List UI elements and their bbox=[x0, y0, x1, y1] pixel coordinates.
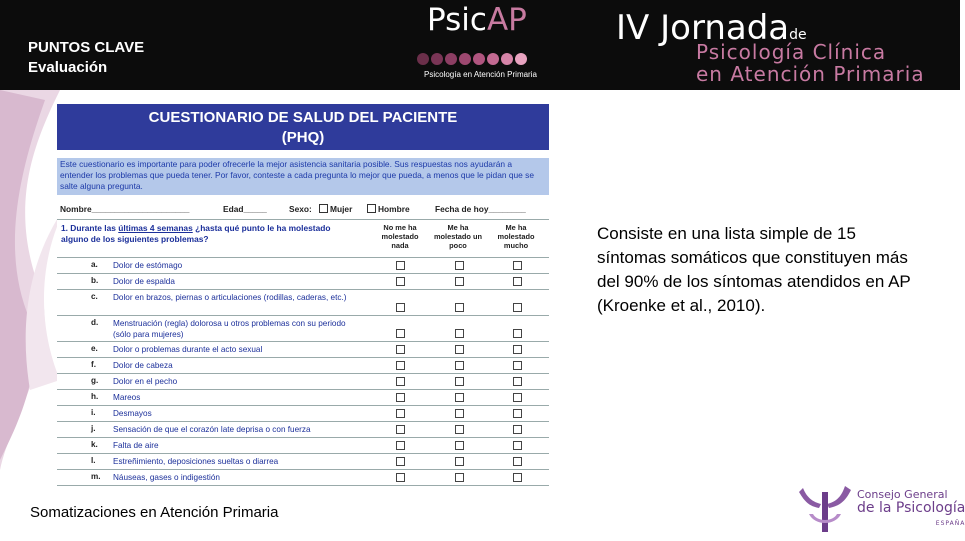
symptom-text: Náuseas, gases o indigestión bbox=[113, 473, 220, 482]
footer-text: Somatizaciones en Atención Primaria bbox=[30, 504, 279, 521]
answer-checkbox-icon bbox=[455, 473, 464, 482]
phq-fields bbox=[57, 195, 549, 219]
column-header-none: No me ha molestado nada bbox=[381, 223, 419, 250]
consejo-line3: ESPAÑA bbox=[935, 520, 965, 527]
jornada-line3: en Atención Primaria bbox=[696, 62, 925, 86]
phq-questionnaire-image bbox=[57, 104, 549, 500]
psicap-dot bbox=[487, 53, 499, 65]
symptom-row bbox=[57, 438, 549, 454]
jornada-line2: Psicología Clínica bbox=[696, 40, 887, 64]
answer-checkbox-icon bbox=[513, 409, 522, 418]
psicap-dot bbox=[431, 53, 443, 65]
section-label bbox=[28, 38, 144, 78]
symptom-text: Dolor en el pecho bbox=[113, 377, 178, 386]
symptom-text: Dolor de espalda bbox=[113, 277, 175, 286]
column-header-little: Me ha molestado un poco bbox=[433, 223, 483, 250]
answer-checkbox-icon bbox=[513, 377, 522, 386]
symptom-row bbox=[57, 470, 549, 486]
psi-left-arm bbox=[799, 488, 821, 508]
symptom-row bbox=[57, 358, 549, 374]
symptom-letter: h. bbox=[91, 392, 99, 401]
jornada-numeral: IV bbox=[616, 8, 650, 48]
answer-checkbox-icon bbox=[513, 425, 522, 434]
male-label: Hombre bbox=[378, 204, 410, 214]
symptom-row bbox=[57, 342, 549, 358]
symptom-text: Sensación de que el corazón late deprisa o con fuerza bbox=[113, 425, 311, 434]
symptom-letter: m. bbox=[91, 472, 101, 481]
answer-checkbox-icon bbox=[396, 425, 405, 434]
psicap-dot bbox=[459, 53, 471, 65]
psicap-logo-part2: AP bbox=[486, 2, 527, 38]
psicap-logo-part1: Psic bbox=[427, 2, 487, 38]
symptom-text: Dolor en brazos, piernas o articulaciones (rodillas, caderas, etc.) bbox=[113, 293, 347, 302]
psicap-logo-subtitle: Psicología en Atención Primaria bbox=[424, 70, 537, 79]
phq-title-line2: (PHQ) bbox=[281, 129, 325, 146]
answer-checkbox-icon bbox=[513, 261, 522, 270]
answer-checkbox-icon bbox=[396, 441, 405, 450]
symptom-row bbox=[57, 274, 549, 290]
answer-checkbox-icon bbox=[455, 261, 464, 270]
symptom-letter: k. bbox=[91, 440, 98, 449]
symptom-letter: j. bbox=[91, 424, 96, 433]
symptom-letter: f. bbox=[91, 360, 97, 369]
symptom-row bbox=[57, 390, 549, 406]
age-field: Edad_____ bbox=[223, 204, 267, 214]
consejo-general-logo bbox=[795, 484, 965, 538]
answer-checkbox-icon bbox=[455, 393, 464, 402]
symptom-row bbox=[57, 258, 549, 274]
symptom-row bbox=[57, 454, 549, 470]
phq-title bbox=[57, 104, 549, 150]
answer-checkbox-icon bbox=[396, 393, 405, 402]
answer-checkbox-icon bbox=[396, 261, 405, 270]
symptom-letter: d. bbox=[91, 318, 99, 327]
consejo-psi-icon bbox=[795, 484, 855, 536]
symptom-text: Dolor de estómago bbox=[113, 261, 183, 270]
answer-checkbox-icon bbox=[396, 303, 405, 312]
answer-checkbox-icon bbox=[513, 329, 522, 338]
answer-checkbox-icon bbox=[513, 277, 522, 286]
answer-checkbox-icon bbox=[396, 329, 405, 338]
female-option bbox=[319, 204, 352, 214]
symptom-letter: e. bbox=[91, 344, 98, 353]
phq-title-line1: CUESTIONARIO DE SALUD DEL PACIENTE bbox=[148, 109, 458, 126]
symptom-text: Estreñimiento, deposiciones sueltas o diarrea bbox=[113, 457, 279, 466]
symptom-row bbox=[57, 316, 549, 342]
psicap-logo-wordmark bbox=[427, 2, 527, 38]
jornada-word: Jornada bbox=[660, 8, 790, 48]
answer-checkbox-icon bbox=[396, 361, 405, 370]
answer-checkbox-icon bbox=[455, 409, 464, 418]
symptom-letter: b. bbox=[91, 276, 99, 285]
female-label: Mujer bbox=[330, 204, 353, 214]
symptom-letter: c. bbox=[91, 292, 98, 301]
answer-checkbox-icon bbox=[396, 473, 405, 482]
answer-checkbox-icon bbox=[455, 425, 464, 434]
question-header bbox=[57, 219, 549, 257]
answer-checkbox-icon bbox=[513, 345, 522, 354]
date-field: Fecha de hoy________ bbox=[435, 204, 526, 214]
answer-checkbox-icon bbox=[513, 393, 522, 402]
psicap-dot bbox=[445, 53, 457, 65]
symptom-letter: i. bbox=[91, 408, 96, 417]
psicap-dot bbox=[515, 53, 527, 65]
answer-checkbox-icon bbox=[396, 457, 405, 466]
question-text bbox=[61, 223, 331, 245]
psicap-logo bbox=[412, 2, 562, 88]
symptom-text: Desmayos bbox=[113, 409, 152, 418]
male-checkbox-icon bbox=[367, 204, 376, 213]
symptom-letter: g. bbox=[91, 376, 99, 385]
psicap-logo-dots bbox=[417, 52, 529, 66]
consejo-text bbox=[857, 488, 965, 530]
psi-stem bbox=[822, 492, 828, 532]
phq-intro: Este cuestionario es importante para poder ofrecerle la mejor asistencia sanitaria posible. Sus respuestas nos ayudarán a entender los problemas que pueda tener. Por favor, conteste a cada pregunta lo mejor que pueda, a menos que le pidan que se salte alguna pregunta. bbox=[57, 158, 549, 195]
header-bar bbox=[0, 0, 960, 90]
psicap-dot bbox=[501, 53, 513, 65]
answer-checkbox-icon bbox=[513, 457, 522, 466]
male-option bbox=[367, 204, 410, 214]
section-title: PUNTOS CLAVE bbox=[28, 39, 145, 56]
symptom-row bbox=[57, 406, 549, 422]
name-field: Nombre_____________________ bbox=[60, 204, 190, 214]
answer-checkbox-icon bbox=[396, 377, 405, 386]
description-text: Consiste en una lista simple de 15 síntomas somáticos que constituyen más del 90% de los síntomas atendidos en AP (Kroenke et al., 2010). bbox=[597, 224, 911, 315]
consejo-line1: Consejo General bbox=[857, 488, 948, 501]
answer-checkbox-icon bbox=[455, 329, 464, 338]
answer-checkbox-icon bbox=[396, 277, 405, 286]
answer-checkbox-icon bbox=[455, 345, 464, 354]
consejo-line2: de la Psicología bbox=[857, 500, 965, 516]
answer-checkbox-icon bbox=[455, 377, 464, 386]
symptom-letter: l. bbox=[91, 456, 96, 465]
column-header-much: Me ha molestado mucho bbox=[497, 223, 535, 250]
answer-checkbox-icon bbox=[455, 361, 464, 370]
psi-right-arm bbox=[827, 486, 851, 508]
symptom-text: Dolor de cabeza bbox=[113, 361, 173, 370]
section-subtitle: Evaluación bbox=[28, 59, 108, 76]
answer-checkbox-icon bbox=[513, 303, 522, 312]
answer-checkbox-icon bbox=[455, 441, 464, 450]
psicap-dot bbox=[473, 53, 485, 65]
jornada-logo bbox=[610, 4, 955, 88]
sex-label: Sexo: bbox=[289, 204, 312, 214]
symptom-list bbox=[57, 257, 549, 486]
jornada-de: de bbox=[789, 27, 807, 43]
symptom-letter: a. bbox=[91, 260, 98, 269]
symptom-text: Mareos bbox=[113, 393, 141, 402]
answer-checkbox-icon bbox=[513, 441, 522, 450]
answer-checkbox-icon bbox=[396, 345, 405, 354]
symptom-text: Falta de aire bbox=[113, 441, 159, 450]
question-text-start: 1. Durante las bbox=[61, 223, 119, 233]
symptom-row bbox=[57, 290, 549, 316]
psicap-dot bbox=[417, 53, 429, 65]
symptom-row bbox=[57, 374, 549, 390]
female-checkbox-icon bbox=[319, 204, 328, 213]
symptom-text: Menstruación (regla) dolorosa u otros problemas con su periodo (sólo para mujeres) bbox=[113, 319, 346, 339]
symptom-row bbox=[57, 422, 549, 438]
answer-checkbox-icon bbox=[513, 473, 522, 482]
answer-checkbox-icon bbox=[455, 277, 464, 286]
question-text-underlined: últimas 4 semanas bbox=[118, 223, 193, 233]
answer-checkbox-icon bbox=[455, 303, 464, 312]
question-text-end: ¿hasta qué punto le ha molestado alguno de los siguientes problemas? bbox=[61, 223, 331, 244]
answer-checkbox-icon bbox=[513, 361, 522, 370]
answer-checkbox-icon bbox=[455, 457, 464, 466]
symptom-text: Dolor o problemas durante el acto sexual bbox=[113, 345, 263, 354]
answer-checkbox-icon bbox=[396, 409, 405, 418]
